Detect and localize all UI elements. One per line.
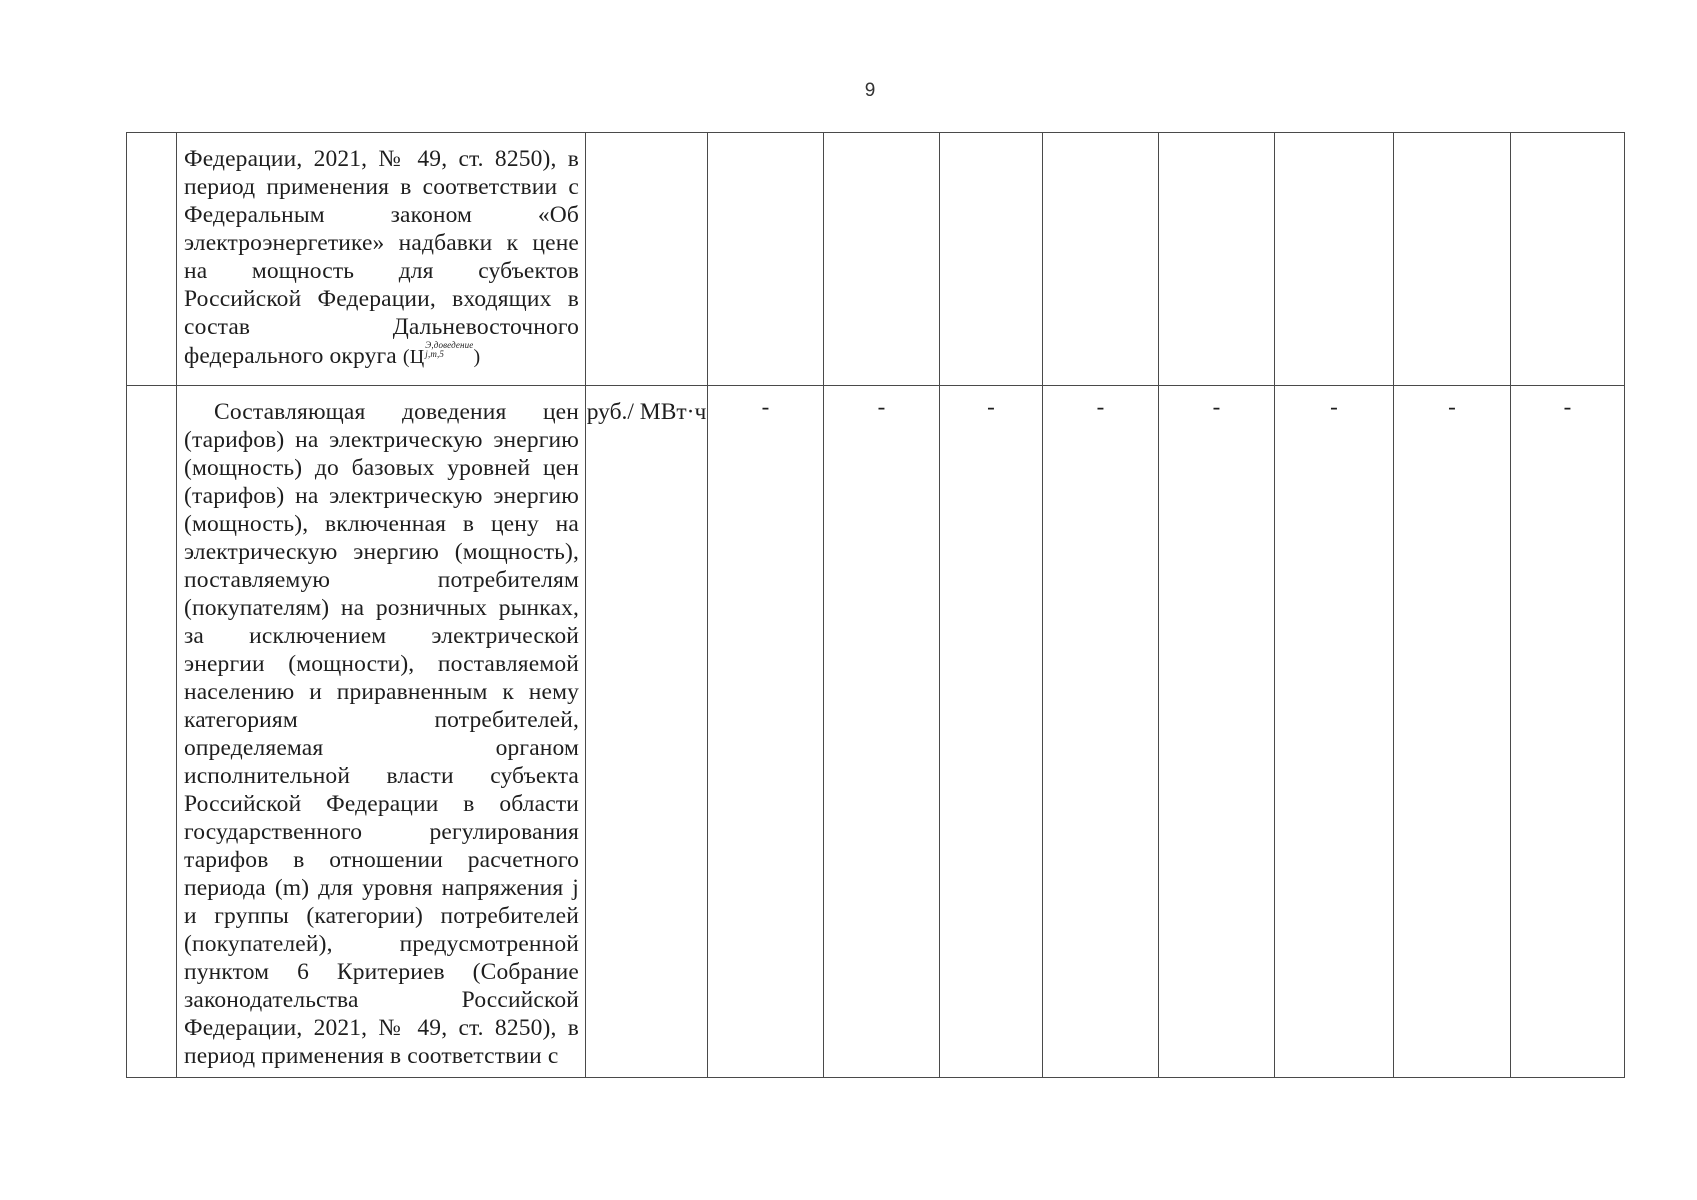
page-number: 9 [864,80,876,101]
table-row [127,386,1625,1078]
value-cell [708,133,824,386]
formula-subscript: j,m,5 [425,349,445,359]
value-cell [1394,133,1511,386]
value-cell [1511,133,1625,386]
unit-cell [586,133,708,386]
formula-superscript: Э,доведение [425,340,474,350]
unit-cell [586,386,708,1078]
unit-text: руб./ МВт·ч [586,399,707,425]
value-cell: - [1394,386,1511,1078]
value-cell: - [1159,386,1275,1078]
description-cell [177,386,586,1078]
row-number-cell [127,133,177,386]
value-cell [1043,133,1159,386]
value-cell: - [1511,386,1625,1078]
tariff-table [126,132,1625,1078]
value-cell: - [824,386,940,1078]
description-text: Составляющая доведения цен (тарифов) на электрическую энергию (мощность) до базовых уровней цен (тарифов) на электрическую энергию (мощность), включенная в цену на электрическую энергию (мощность), поставляемую потребителям (покупателям) на розничных рынках, за исключением электрической энергии (мощности), поставляемой населению и приравненным к нему категориям потребителей, определяемая органом исполнительной власти субъекта Российской Федерации в области государственного регулирования тарифов в отношении расчетного периода (m) для уровня напряжения j и группы (категории) потребителей (покупателей), предусмотренной пунктом 6 Критериев (Собрание законодательства Российской Федерации, 2021, № 49, ст. 8250), в период применения в соответствии с [184,399,579,1069]
value-cell [1159,133,1275,386]
value-cell: - [940,386,1043,1078]
row-number-cell [127,386,177,1078]
value-cell [1275,133,1394,386]
value-cell: - [1043,386,1159,1078]
value-cell: - [708,386,824,1078]
table-row [127,133,1625,386]
description-cell [177,133,586,386]
price-formula: (Ц Э,доведение j,m,5 ) [402,340,481,368]
value-cell: - [1275,386,1394,1078]
value-cell [940,133,1043,386]
description-text: Федерации, 2021, № 49, ст. 8250), в период применения в соответствии с Федеральным законом «Об электроэнергетике» надбавки к цене на мощность для субъектов Российской Федерации, входящих в состав Дальневосточного федерального округа [184,146,579,369]
value-cell [824,133,940,386]
